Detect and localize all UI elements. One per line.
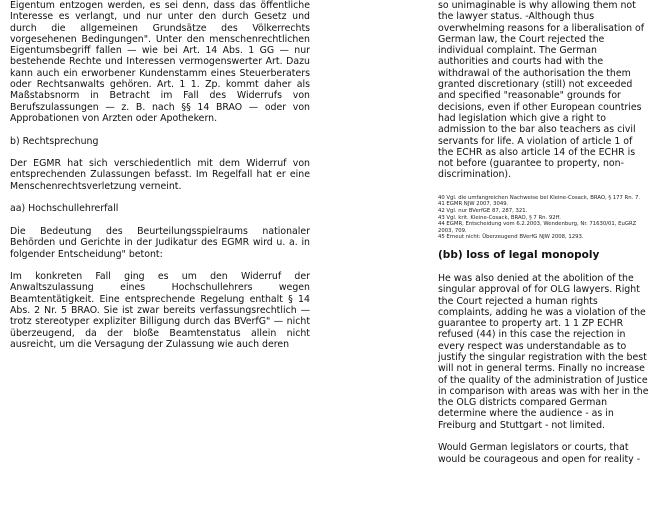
section-heading-case-law: b) Rechtsprechung (10, 135, 99, 147)
footnote: 40 Vgl. die umfangreichen Nachweise bei Kleine-Cosack, BRAO, § 177 Rn. 7. (438, 194, 640, 201)
footnote: 44 EGMR, Entscheidung vom 6.2.2003, Wendenburg, Nr. 71630/01, EuGRZ 2003, 709. (438, 221, 637, 234)
footnote: 42 Vgl. nur BVerfGE 87, 287, 321. (438, 207, 528, 214)
footnote: 41 EGMR NJW 2007, 3049. (438, 201, 509, 208)
paragraph-egmr-summary: Der EGMR hat sich verschiedentlich mit dem Widerruf von entsprechenden Zulassungen befasst. Im Regelfall hat er eine Menschenrechtsverletzung verneint. (10, 158, 310, 192)
footnotes (438, 195, 650, 241)
footnote: 43 Vgl. krit. Kleine-Cosack, BRAO, § 7 Rn. 92ff. (438, 214, 561, 221)
paragraph-translation-continued: so unimaginable is why allowing them not the lawyer status. -Although thus overwhelming reasons for a liberalisation of German law, the Court rejected the individual complaint. The German authorities and courts had with the withdrawal of the authorisation the them granted discretionary (still) not exceeded and specified "reasonable" grounds for decisions, even if other European countries had legislation which give a right to admission to the bar also teachers as civil servants for life. A violation of article 1 of the ECHR as also article 14 of the ECHR is not before (guarantee to property, non-discrimination). (438, 0, 645, 181)
footnote: 45 Erneut nicht: Überzeugend BVerfG NJW 2008, 1293. (438, 234, 584, 241)
paragraph-concrete-case: Im konkreten Fall ging es um den Widerruf der Anwaltszulassung eines Hochschullehrers wegen Beamtentätigkeit. Eine entsprechende Regelung enthalt § 14 Abs. 2 Nr. 5 BRAO. Sie ist zwar bereits verfassungsrechtlich — trotz stereotyper expliziter Billigung durch das BVerfG" — nicht überzeugend, da der bloße Beamtenstatus allein nicht ausreicht, um die Versagung der Zulassung wie auch deren (10, 271, 310, 350)
section-heading-legal-monopoly: (bb) loss of legal monopoly (438, 248, 600, 261)
left-column (10, 0, 310, 522)
right-column (438, 0, 650, 522)
paragraph-olg-lawyers: He was also denied at the abolition of the singular approval of for OLG lawyers. Right the Court rejected a human rights complaints, adding he was a violation of the guarantee to property art. 1 1 ZP ECHR refused (44) in this case the rejection in every respect was understandable as to justify the singular registration with the best will not in general terms. Finally no increase of the quality of the administration of Justice in comparison with areas was with her in the the OLG districts compared German determine where the audience - as in Freiburg and Stuttgart - not limited. (438, 272, 649, 431)
paragraph-discretion: Die Bedeutung des Beurteilungsspielraums nationaler Behörden und Gerichte in der Judikatur des EGMR wird u. a. in folgender Entscheidung" betont: (10, 225, 310, 260)
paragraph-property-rights: Eigentum entzogen werden, es sei denn, dass das öffentliche Interesse es verlangt, und nur unter den durch Gesetz und durch die allgemeinen Grundsätze des Völkerrechts vorgesehenen Bedingungen". Unter den menschenrechtlichen Eigentumsbegriff fallen — wie bei Art. 14 Abs. 1 GG — nur bestehende Rechte und Interessen vermogenswerter Art. Dazu kann auch ein erworbener Kundenstamm eines Steuerberaters oder Rechtsanwalts gehören. Art. 1 1. Zp. kommt daher als Maßstabsnorm in Betracht im Fall des Widerrufs von Berufszulassungen — z. B. nach §§ 14 BRAO — oder von Approbationen von Arzten oder Apothekern. (10, 0, 310, 124)
section-heading-professor-case: aa) Hochschullehrerfall (10, 203, 119, 215)
paragraph-legislators: Would German legislators or courts, that would be courageous and open for reality - (438, 442, 641, 465)
